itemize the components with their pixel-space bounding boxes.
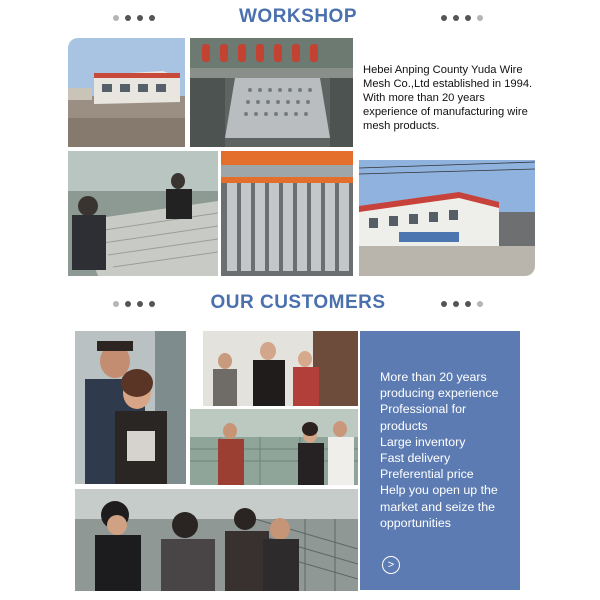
- customers-title: OUR CUSTOMERS: [210, 292, 386, 313]
- workshop-photo-workers: [68, 151, 218, 276]
- benefit-item: Help you open up the market and seize the opportunities: [380, 483, 498, 530]
- heading-dots-right: [441, 15, 483, 21]
- customers-dots-right: [441, 301, 483, 307]
- workshop-photo-perforating-machine: [190, 38, 353, 147]
- customers-dots-left: [113, 301, 155, 307]
- customers-benefits-panel: [360, 331, 520, 590]
- workshop-photo-building: [68, 38, 185, 147]
- customer-photo-visit: [190, 409, 358, 485]
- benefit-item: Large inventory: [380, 434, 466, 449]
- customer-photo-factory-tour: [75, 489, 358, 591]
- workshop-title: WORKSHOP: [239, 6, 357, 27]
- benefit-item: Professional for products: [380, 402, 467, 433]
- workshop-photo-factory-exterior: [359, 160, 535, 276]
- benefits-list: [380, 369, 514, 531]
- benefit-item: Preferential price: [380, 467, 474, 482]
- arrow-right-circle-icon[interactable]: >: [382, 556, 400, 574]
- customer-photo-couple: [75, 331, 186, 484]
- workshop-photo-mesh-stacks: [221, 151, 353, 276]
- workshop-intro-text: Hebei Anping County Yuda Wire Mesh Co.,Ltd established in 1994. With more than 20 years experience of manufacturing wire mesh products.: [363, 64, 533, 132]
- heading-dots-left: [113, 15, 155, 21]
- customer-photo-group: [203, 331, 358, 406]
- benefit-item: Fast delivery: [380, 451, 451, 466]
- benefit-item: More than 20 years producing experience: [380, 370, 499, 401]
